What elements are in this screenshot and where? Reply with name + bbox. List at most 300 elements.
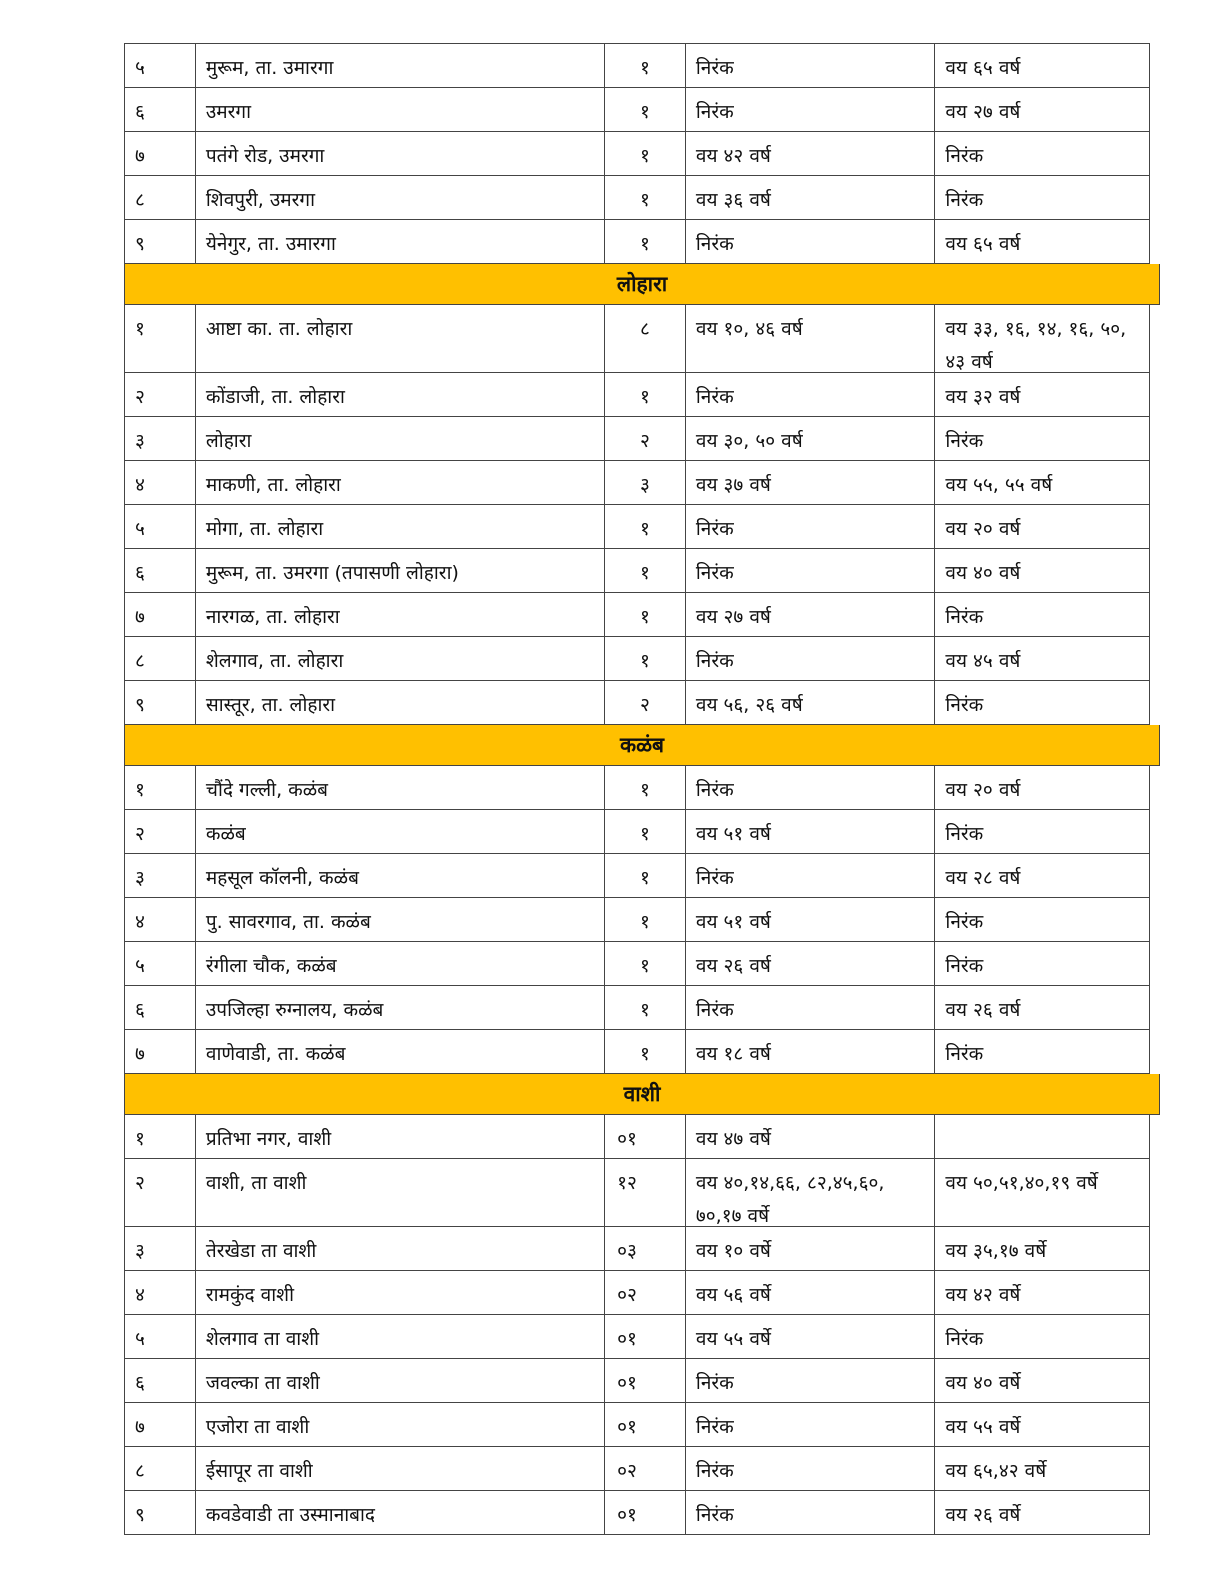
place-cell bbox=[196, 44, 605, 87]
table-row bbox=[124, 1227, 1150, 1271]
place-cell-text: आष्टा का. ता. लोहारा bbox=[205, 318, 353, 340]
count-cell-text: १ bbox=[640, 867, 650, 889]
place-cell-text: कवडेवाडी ता उस्मानाबाद bbox=[205, 1504, 376, 1526]
serial-number-cell bbox=[125, 637, 196, 680]
age-group-b-cell bbox=[935, 176, 1149, 219]
serial-number-cell-text: १ bbox=[135, 779, 145, 801]
age-group-b-cell-text: निरंक bbox=[945, 911, 984, 933]
place-cell-text: एजोरा ता वाशी bbox=[205, 1416, 310, 1438]
serial-number-cell-text: ३ bbox=[135, 430, 145, 452]
age-group-a-cell bbox=[686, 373, 936, 416]
place-cell bbox=[196, 1030, 605, 1073]
age-group-b-cell-text: वय २८ वर्ष bbox=[945, 867, 1021, 889]
age-group-a-cell-text: वय ५१ वर्ष bbox=[695, 911, 771, 933]
serial-number-cell-text: ३ bbox=[135, 1240, 145, 1262]
age-group-b-cell-text: वय ३३, १६, १४, १६, ५०, ४३ वर्ष bbox=[945, 318, 1127, 373]
age-group-a-cell-text: वय ४२ वर्ष bbox=[695, 145, 771, 167]
table-row bbox=[124, 417, 1150, 461]
place-cell-text: माकणी, ता. लोहारा bbox=[205, 474, 341, 496]
place-cell-text: चौंदे गल्ली, कळंब bbox=[205, 779, 329, 801]
age-group-a-cell bbox=[686, 986, 936, 1029]
serial-number-cell-text: २ bbox=[135, 386, 145, 408]
age-group-b-cell-text: निरंक bbox=[945, 955, 984, 977]
age-group-a-cell-text: वय १०, ४६ वर्ष bbox=[695, 318, 803, 340]
serial-number-cell bbox=[125, 1227, 196, 1270]
count-cell-text: ०२ bbox=[617, 1460, 637, 1482]
age-group-b-cell bbox=[935, 373, 1149, 416]
age-group-b-cell-text: वय ६५ वर्ष bbox=[945, 57, 1021, 79]
table-row bbox=[124, 1271, 1150, 1315]
serial-number-cell bbox=[125, 1115, 196, 1158]
table-row bbox=[124, 1030, 1150, 1074]
place-cell-text: मुरूम, ता. उमारगा bbox=[205, 57, 334, 79]
serial-number-cell-text: ५ bbox=[135, 518, 145, 540]
age-group-a-cell-text: निरंक bbox=[695, 518, 734, 540]
count-cell-text: ०१ bbox=[617, 1372, 637, 1394]
place-cell bbox=[196, 637, 605, 680]
age-group-b-cell-text: निरंक bbox=[945, 606, 984, 628]
age-group-b-cell bbox=[935, 637, 1149, 680]
place-cell-text: रामकुंद वाशी bbox=[205, 1284, 294, 1306]
age-group-b-cell-text: वय २६ वर्ष bbox=[945, 999, 1021, 1021]
age-group-b-cell bbox=[935, 44, 1149, 87]
age-group-a-cell-text: वय ५५ वर्षे bbox=[695, 1328, 771, 1350]
place-cell-text: पतंगे रोड, उमरगा bbox=[205, 145, 325, 167]
age-group-a-cell bbox=[686, 810, 936, 853]
place-cell bbox=[196, 305, 605, 372]
place-cell bbox=[196, 810, 605, 853]
age-group-b-cell bbox=[935, 220, 1149, 263]
age-group-a-cell-text: वय ३७ वर्ष bbox=[695, 474, 771, 496]
serial-number-cell bbox=[125, 854, 196, 897]
place-cell-text: सास्तूर, ता. लोहारा bbox=[205, 694, 336, 716]
age-group-b-cell-text: निरंक bbox=[945, 1043, 984, 1065]
age-group-b-cell bbox=[935, 1271, 1149, 1314]
table-row bbox=[124, 132, 1150, 176]
place-cell-text: प्रतिभा नगर, वाशी bbox=[205, 1128, 332, 1150]
age-group-a-cell bbox=[686, 1491, 936, 1534]
serial-number-cell-text: ८ bbox=[135, 1460, 145, 1482]
age-group-b-cell-text: वय ५५, ५५ वर्ष bbox=[945, 474, 1053, 496]
age-group-a-cell bbox=[686, 1030, 936, 1073]
age-group-b-cell bbox=[935, 1315, 1149, 1358]
age-group-a-cell-text: वय ३६ वर्ष bbox=[695, 189, 771, 211]
age-group-b-cell-text: वय ४० वर्षे bbox=[945, 1372, 1021, 1394]
place-cell bbox=[196, 1491, 605, 1534]
count-cell bbox=[605, 854, 686, 897]
serial-number-cell bbox=[125, 898, 196, 941]
age-group-a-cell bbox=[686, 766, 936, 809]
age-group-a-cell bbox=[686, 637, 936, 680]
serial-number-cell bbox=[125, 132, 196, 175]
serial-number-cell-text: ९ bbox=[135, 1504, 145, 1526]
age-group-a-cell-text: निरंक bbox=[695, 1372, 734, 1394]
count-cell bbox=[605, 986, 686, 1029]
serial-number-cell bbox=[125, 44, 196, 87]
count-cell bbox=[605, 461, 686, 504]
age-group-a-cell-text: निरंक bbox=[695, 562, 734, 584]
age-group-b-cell-text: निरंक bbox=[945, 1328, 984, 1350]
age-group-b-cell-text: वय २० वर्ष bbox=[945, 779, 1021, 801]
age-group-a-cell bbox=[686, 898, 936, 941]
age-group-a-cell-text: वय ४७ वर्षे bbox=[695, 1128, 771, 1150]
age-group-b-cell-text: निरंक bbox=[945, 823, 984, 845]
age-group-a-cell bbox=[686, 1447, 936, 1490]
table-row bbox=[124, 549, 1150, 593]
age-group-a-cell bbox=[686, 505, 936, 548]
age-group-b-cell bbox=[935, 942, 1149, 985]
age-group-a-cell-text: वय ५१ वर्ष bbox=[695, 823, 771, 845]
count-cell-text: १ bbox=[640, 823, 650, 845]
serial-number-cell bbox=[125, 88, 196, 131]
age-group-b-cell-text: वय ४० वर्ष bbox=[945, 562, 1021, 584]
serial-number-cell-text: ४ bbox=[135, 911, 145, 933]
age-group-b-cell bbox=[935, 1359, 1149, 1402]
age-group-a-cell-text: निरंक bbox=[695, 233, 734, 255]
serial-number-cell bbox=[125, 461, 196, 504]
age-group-b-cell bbox=[935, 549, 1149, 592]
count-cell bbox=[605, 220, 686, 263]
age-group-a-cell bbox=[686, 220, 936, 263]
place-cell-text: ईसापूर ता वाशी bbox=[205, 1460, 313, 1482]
age-group-a-cell bbox=[686, 1227, 936, 1270]
count-cell bbox=[605, 505, 686, 548]
age-group-a-cell bbox=[686, 88, 936, 131]
age-group-b-cell bbox=[935, 1491, 1149, 1534]
count-cell bbox=[605, 810, 686, 853]
serial-number-cell bbox=[125, 593, 196, 636]
place-cell bbox=[196, 766, 605, 809]
table-row bbox=[124, 305, 1150, 373]
age-group-b-cell bbox=[935, 417, 1149, 460]
count-cell-text: ८ bbox=[640, 318, 650, 340]
count-cell bbox=[605, 373, 686, 416]
count-cell-text: १ bbox=[640, 562, 650, 584]
place-cell bbox=[196, 1271, 605, 1314]
age-group-a-cell bbox=[686, 593, 936, 636]
count-cell bbox=[605, 1159, 686, 1226]
table-row bbox=[124, 637, 1150, 681]
count-cell-text: १ bbox=[640, 101, 650, 123]
age-group-b-cell-text: निरंक bbox=[945, 430, 984, 452]
count-cell-text: १ bbox=[640, 955, 650, 977]
age-group-a-cell bbox=[686, 132, 936, 175]
table-row bbox=[124, 1359, 1150, 1403]
serial-number-cell-text: ६ bbox=[135, 999, 145, 1021]
serial-number-cell bbox=[125, 986, 196, 1029]
serial-number-cell-text: ४ bbox=[135, 474, 145, 496]
serial-number-cell-text: ६ bbox=[135, 1372, 145, 1394]
count-cell bbox=[605, 681, 686, 724]
count-cell-text: १२ bbox=[617, 1172, 637, 1194]
age-group-a-cell bbox=[686, 1315, 936, 1358]
count-cell bbox=[605, 305, 686, 372]
age-group-b-cell bbox=[935, 1447, 1149, 1490]
table-row bbox=[124, 1159, 1150, 1227]
count-cell bbox=[605, 1315, 686, 1358]
count-cell-text: २ bbox=[640, 430, 650, 452]
age-group-b-cell bbox=[935, 1227, 1149, 1270]
table-row bbox=[124, 505, 1150, 549]
count-cell-text: ३ bbox=[640, 474, 650, 496]
age-group-a-cell bbox=[686, 305, 936, 372]
age-group-b-cell bbox=[935, 766, 1149, 809]
serial-number-cell bbox=[125, 549, 196, 592]
place-cell bbox=[196, 132, 605, 175]
age-group-a-cell-text: वय ५६, २६ वर्ष bbox=[695, 694, 803, 716]
serial-number-cell bbox=[125, 1447, 196, 1490]
place-cell-text: मोगा, ता. लोहारा bbox=[205, 518, 324, 540]
age-group-a-cell-text: निरंक bbox=[695, 57, 734, 79]
age-group-a-cell bbox=[686, 417, 936, 460]
section-header: वाशी bbox=[124, 1074, 1160, 1115]
serial-number-cell-text: ३ bbox=[135, 867, 145, 889]
age-group-b-cell bbox=[935, 854, 1149, 897]
age-group-a-cell bbox=[686, 942, 936, 985]
age-group-a-cell bbox=[686, 1359, 936, 1402]
count-cell bbox=[605, 1030, 686, 1073]
age-group-b-cell bbox=[935, 132, 1149, 175]
age-group-b-cell-text: निरंक bbox=[945, 694, 984, 716]
age-group-a-cell-text: निरंक bbox=[695, 650, 734, 672]
age-group-a-cell bbox=[686, 549, 936, 592]
age-group-a-cell-text: वय ३०, ५० वर्ष bbox=[695, 430, 803, 452]
age-group-a-cell-text: वय ४०,१४,६६, ८२,४५,६०, ७०,१७ वर्षे bbox=[695, 1172, 885, 1227]
serial-number-cell bbox=[125, 1359, 196, 1402]
age-group-a-cell-text: निरंक bbox=[695, 101, 734, 123]
place-cell bbox=[196, 88, 605, 131]
place-cell bbox=[196, 854, 605, 897]
age-group-b-cell-text: निरंक bbox=[945, 189, 984, 211]
count-cell bbox=[605, 1447, 686, 1490]
serial-number-cell bbox=[125, 1403, 196, 1446]
serial-number-cell-text: ८ bbox=[135, 650, 145, 672]
place-cell-text: येनेगुर, ता. उमारगा bbox=[205, 233, 336, 255]
table-row bbox=[124, 1447, 1150, 1491]
age-group-a-cell bbox=[686, 461, 936, 504]
age-group-b-cell-text: वय २७ वर्ष bbox=[945, 101, 1021, 123]
place-cell bbox=[196, 942, 605, 985]
age-group-a-cell-text: वय २७ वर्ष bbox=[695, 606, 771, 628]
table-row bbox=[124, 1115, 1150, 1159]
place-cell-text: महसूल कॉलनी, कळंब bbox=[205, 867, 359, 889]
table-row bbox=[124, 220, 1150, 264]
place-cell-text: शिवपुरी, उमरगा bbox=[205, 189, 316, 211]
count-cell bbox=[605, 549, 686, 592]
age-group-b-cell-text: वय ३२ वर्ष bbox=[945, 386, 1021, 408]
place-cell bbox=[196, 220, 605, 263]
serial-number-cell bbox=[125, 417, 196, 460]
place-cell-text: जवल्का ता वाशी bbox=[205, 1372, 320, 1394]
count-cell bbox=[605, 1403, 686, 1446]
place-cell bbox=[196, 1227, 605, 1270]
serial-number-cell-text: ५ bbox=[135, 955, 145, 977]
section-header: कळंब bbox=[124, 725, 1160, 766]
count-cell-text: १ bbox=[640, 145, 650, 167]
serial-number-cell-text: ४ bbox=[135, 1284, 145, 1306]
count-cell bbox=[605, 942, 686, 985]
table-row bbox=[124, 1491, 1150, 1535]
table-row bbox=[124, 373, 1150, 417]
count-cell-text: १ bbox=[640, 1043, 650, 1065]
table-row bbox=[124, 810, 1150, 854]
age-group-b-cell bbox=[935, 461, 1149, 504]
place-cell-text: लोहारा bbox=[205, 430, 252, 452]
count-cell bbox=[605, 1115, 686, 1158]
age-group-b-cell-text: वय ५०,५१,४०,१९ वर्षे bbox=[945, 1172, 1098, 1194]
age-group-b-cell bbox=[935, 305, 1149, 372]
age-group-a-cell-text: निरंक bbox=[695, 1460, 734, 1482]
place-cell bbox=[196, 986, 605, 1029]
age-group-b-cell-text: वय २० वर्ष bbox=[945, 518, 1021, 540]
count-cell-text: १ bbox=[640, 386, 650, 408]
count-cell bbox=[605, 637, 686, 680]
place-cell-text: शेलगाव ता वाशी bbox=[205, 1328, 320, 1350]
serial-number-cell bbox=[125, 681, 196, 724]
count-cell bbox=[605, 88, 686, 131]
place-cell bbox=[196, 549, 605, 592]
place-cell bbox=[196, 1315, 605, 1358]
age-group-b-cell bbox=[935, 681, 1149, 724]
serial-number-cell-text: ६ bbox=[135, 101, 145, 123]
serial-number-cell-text: ७ bbox=[135, 1043, 145, 1065]
table-row bbox=[124, 986, 1150, 1030]
age-group-a-cell bbox=[686, 44, 936, 87]
age-group-b-cell bbox=[935, 986, 1149, 1029]
age-group-a-cell bbox=[686, 1271, 936, 1314]
place-cell-text: वाणेवाडी, ता. कळंब bbox=[205, 1043, 346, 1065]
age-group-b-cell bbox=[935, 505, 1149, 548]
table-row bbox=[124, 766, 1150, 810]
place-cell-text: मुरूम, ता. उमरगा (तपासणी लोहारा) bbox=[205, 562, 459, 584]
place-cell bbox=[196, 1359, 605, 1402]
count-cell-text: १ bbox=[640, 999, 650, 1021]
serial-number-cell-text: २ bbox=[135, 1172, 145, 1194]
place-cell-text: कोंडाजी, ता. लोहारा bbox=[205, 386, 345, 408]
section-header: लोहारा bbox=[124, 264, 1160, 305]
age-group-a-cell-text: वय १० वर्षे bbox=[695, 1240, 771, 1262]
age-group-b-cell bbox=[935, 88, 1149, 131]
age-group-b-cell-text: वय २६ वर्षे bbox=[945, 1504, 1021, 1526]
place-cell bbox=[196, 505, 605, 548]
place-cell-text: शेलगाव, ता. लोहारा bbox=[205, 650, 344, 672]
age-group-b-cell-text: वय ४५ वर्ष bbox=[945, 650, 1021, 672]
place-cell-text: पु. सावरगाव, ता. कळंब bbox=[205, 911, 371, 933]
age-group-a-cell-text: वय २६ वर्ष bbox=[695, 955, 771, 977]
table-row bbox=[124, 1403, 1150, 1447]
count-cell-text: ०१ bbox=[617, 1328, 637, 1350]
serial-number-cell bbox=[125, 305, 196, 372]
serial-number-cell bbox=[125, 1030, 196, 1073]
age-group-a-cell-text: निरंक bbox=[695, 1504, 734, 1526]
count-cell-text: १ bbox=[640, 911, 650, 933]
count-cell bbox=[605, 766, 686, 809]
age-group-b-cell bbox=[935, 1115, 1149, 1158]
age-group-a-cell-text: वय १८ वर्ष bbox=[695, 1043, 771, 1065]
serial-number-cell bbox=[125, 1271, 196, 1314]
age-group-a-cell bbox=[686, 1159, 936, 1226]
age-group-a-cell bbox=[686, 1403, 936, 1446]
count-cell bbox=[605, 132, 686, 175]
age-group-b-cell-text: वय ४२ वर्षे bbox=[945, 1284, 1021, 1306]
serial-number-cell bbox=[125, 942, 196, 985]
count-cell bbox=[605, 1227, 686, 1270]
serial-number-cell-text: ६ bbox=[135, 562, 145, 584]
count-cell bbox=[605, 417, 686, 460]
table-row bbox=[124, 43, 1150, 88]
age-group-b-cell bbox=[935, 1030, 1149, 1073]
age-group-a-cell-text: निरंक bbox=[695, 779, 734, 801]
place-cell bbox=[196, 1403, 605, 1446]
serial-number-cell bbox=[125, 810, 196, 853]
age-group-b-cell bbox=[935, 898, 1149, 941]
age-group-b-cell-text: वय ६५ वर्ष bbox=[945, 233, 1021, 255]
place-cell-text: तेरखेडा ता वाशी bbox=[205, 1240, 317, 1262]
place-cell bbox=[196, 1159, 605, 1226]
count-cell-text: ०३ bbox=[617, 1240, 637, 1262]
place-cell bbox=[196, 681, 605, 724]
table-row bbox=[124, 681, 1150, 725]
age-group-b-cell-text: वय ५५ वर्षे bbox=[945, 1416, 1021, 1438]
age-group-b-cell bbox=[935, 810, 1149, 853]
table-row bbox=[124, 593, 1150, 637]
table-row bbox=[124, 176, 1150, 220]
count-cell bbox=[605, 593, 686, 636]
age-group-b-cell bbox=[935, 1403, 1149, 1446]
age-group-a-cell bbox=[686, 681, 936, 724]
table-row bbox=[124, 942, 1150, 986]
place-cell bbox=[196, 417, 605, 460]
age-group-a-cell bbox=[686, 176, 936, 219]
serial-number-cell-text: १ bbox=[135, 1128, 145, 1150]
place-cell bbox=[196, 1115, 605, 1158]
count-cell-text: १ bbox=[640, 518, 650, 540]
age-group-b-cell bbox=[935, 1159, 1149, 1226]
place-cell bbox=[196, 593, 605, 636]
serial-number-cell-text: ८ bbox=[135, 189, 145, 211]
serial-number-cell-text: ७ bbox=[135, 1416, 145, 1438]
count-cell-text: १ bbox=[640, 57, 650, 79]
age-group-b-cell-text: निरंक bbox=[945, 145, 984, 167]
place-cell bbox=[196, 1447, 605, 1490]
age-group-a-cell bbox=[686, 1115, 936, 1158]
count-cell-text: २ bbox=[640, 694, 650, 716]
age-group-a-cell-text: वय ५६ वर्षे bbox=[695, 1284, 771, 1306]
count-cell bbox=[605, 1491, 686, 1534]
count-cell bbox=[605, 898, 686, 941]
count-cell bbox=[605, 1359, 686, 1402]
serial-number-cell bbox=[125, 1315, 196, 1358]
place-cell-text: वाशी, ता वाशी bbox=[205, 1172, 307, 1194]
serial-number-cell-text: २ bbox=[135, 823, 145, 845]
count-cell-text: १ bbox=[640, 606, 650, 628]
count-cell bbox=[605, 1271, 686, 1314]
serial-number-cell bbox=[125, 1491, 196, 1534]
serial-number-cell-text: ७ bbox=[135, 145, 145, 167]
count-cell-text: १ bbox=[640, 779, 650, 801]
table-row bbox=[124, 461, 1150, 505]
count-cell bbox=[605, 44, 686, 87]
age-group-a-cell-text: निरंक bbox=[695, 1416, 734, 1438]
place-cell bbox=[196, 176, 605, 219]
age-group-a-cell-text: निरंक bbox=[695, 999, 734, 1021]
serial-number-cell-text: ९ bbox=[135, 694, 145, 716]
serial-number-cell-text: ५ bbox=[135, 57, 145, 79]
age-group-b-cell-text: वय ६५,४२ वर्षे bbox=[945, 1460, 1047, 1482]
count-cell-text: ०१ bbox=[617, 1128, 637, 1150]
place-cell-text: उमरगा bbox=[205, 101, 252, 123]
count-cell-text: ०१ bbox=[617, 1416, 637, 1438]
